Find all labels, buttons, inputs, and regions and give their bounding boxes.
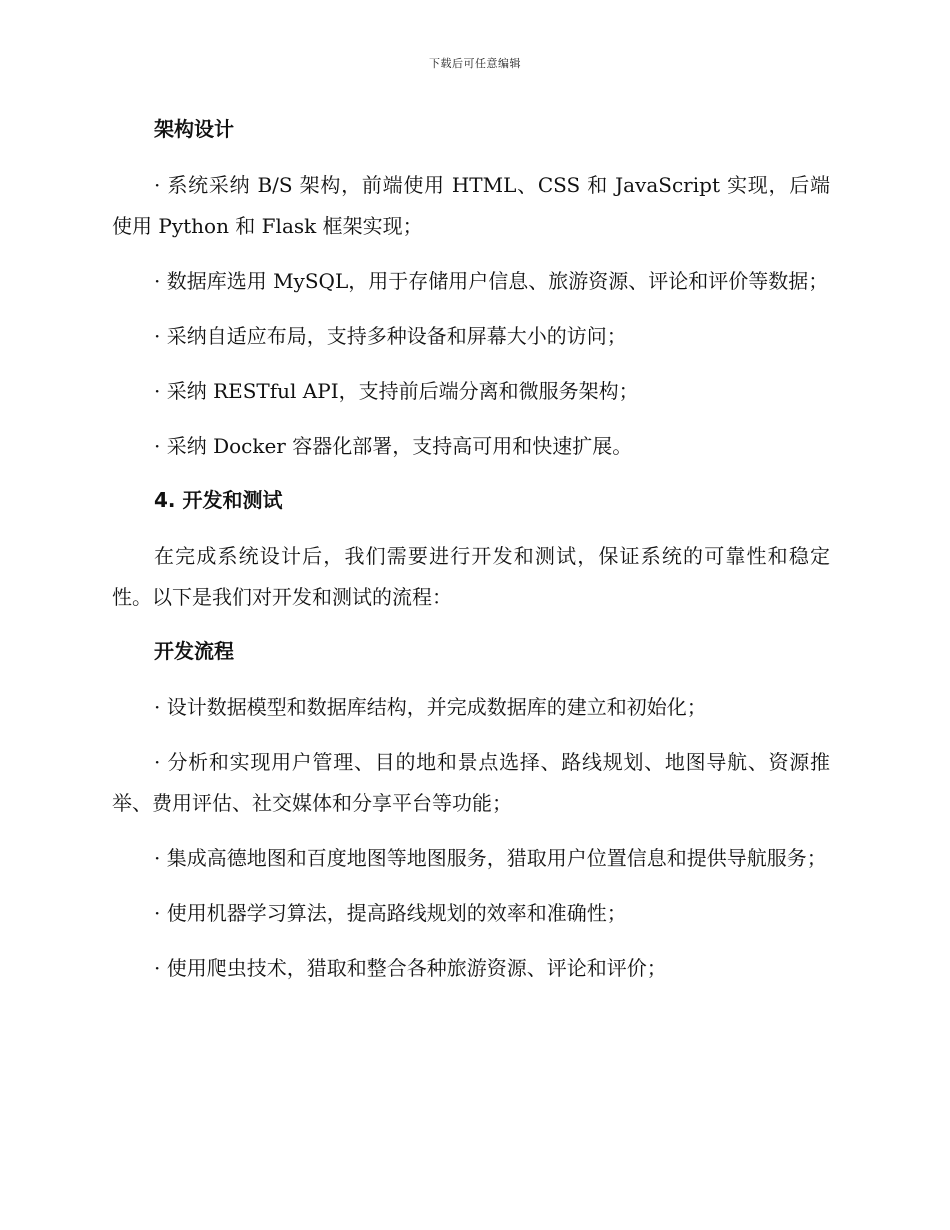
bullet-restful-api: · 采纳 RESTful API，支持前后端分离和微服务架构； xyxy=(154,379,639,403)
page-header: 下载后可任意编辑 xyxy=(429,57,521,70)
section-heading-dev-test: 4. 开发和测试 xyxy=(154,488,283,512)
document-body xyxy=(112,110,830,1003)
bullet-data-model: · 设计数据模型和数据库结构，并完成数据库的建立和初始化； xyxy=(154,695,707,719)
section-heading-dev-process: 开发流程 xyxy=(154,639,234,663)
bullet-machine-learning: · 使用机器学习算法，提高路线规划的效率和准确性； xyxy=(154,901,627,925)
bullet-bs-architecture: · 系统采纳 B/S 架构，前端使用 HTML、CSS 和 JavaScript 实现，后端使用 Python 和 Flask 框架实现； xyxy=(112,173,830,238)
paragraph-dev-test-intro: 在完成系统设计后，我们需要进行开发和测试，保证系统的可靠性和稳定性。以下是我们对开发和测试的流程： xyxy=(112,544,830,609)
bullet-responsive-layout: · 采纳自适应布局，支持多种设备和屏幕大小的访问； xyxy=(154,324,627,348)
bullet-feature-implementation: · 分析和实现用户管理、目的地和景点选择、路线规划、地图导航、资源推举、费用评估、社交媒体和分享平台等功能； xyxy=(112,750,830,815)
bullet-map-services: · 集成高德地图和百度地图等地图服务，猎取用户位置信息和提供导航服务； xyxy=(154,846,827,870)
section-heading-architecture: 架构设计 xyxy=(154,117,234,141)
bullet-crawler: · 使用爬虫技术，猎取和整合各种旅游资源、评论和评价； xyxy=(154,956,667,980)
bullet-mysql-database: · 数据库选用 MySQL，用于存储用户信息、旅游资源、评论和评价等数据； xyxy=(154,269,829,293)
bullet-docker-deploy: · 采纳 Docker 容器化部署，支持高可用和快速扩展。 xyxy=(154,434,633,458)
